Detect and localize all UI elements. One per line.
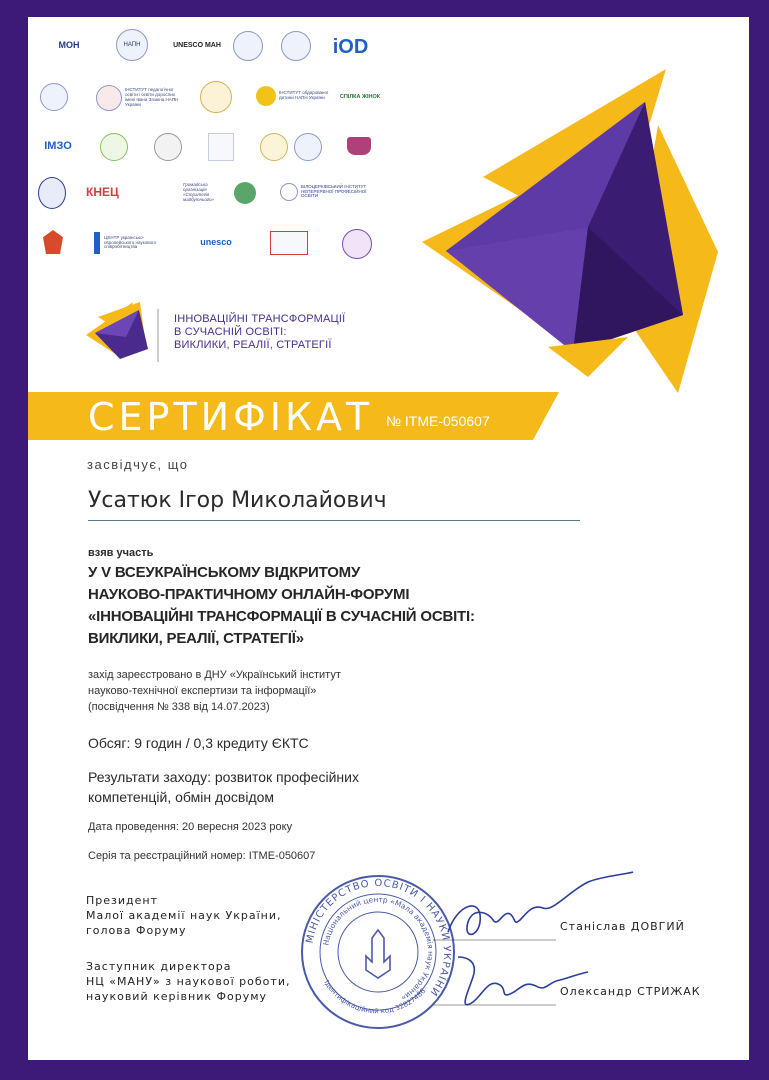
event-line-1: У V ВСЕУКРАЇНСЬКОМУ ВІДКРИТОМУ (88, 564, 361, 581)
certificate-sheet (28, 17, 749, 1060)
signatory-2-role-line-3: науковий керівник Форуму (86, 990, 268, 1003)
partner-logo-shield (208, 133, 234, 161)
partner-logo-bilotserkva: БІЛОЦЕРКІВСЬКИЙ ІНСТИТУТ НЕПЕРЕРВНОЇ ПРОФЕСІЙНОЇ ОСВІТИ (280, 181, 384, 203)
globe-icon (234, 182, 256, 204)
yellow-shard-bottom (548, 337, 628, 377)
stamp-outer-text: МІНІСТЕРСТВО ОСВІТИ І НАУКИ УКРАЇНИ (304, 877, 453, 999)
partner-logo-gear (294, 133, 322, 161)
partner-logo-ministry: МОН (58, 40, 80, 51)
registration-line-3: (посвідчення № 338 від 14.07.2023) (88, 701, 270, 713)
partner-logo-spilka-zhinok: СПІЛКА ЖІНОК (339, 93, 381, 100)
recipient-underline (88, 520, 580, 521)
partner-logo-unesco: unesco (200, 237, 232, 248)
stamp-code-text: Ідентифікаційний код 32827486 (322, 978, 428, 1016)
partner-logo-unesco-man: UNESCO МАН (173, 42, 221, 50)
partner-logo-star-ring (40, 83, 68, 111)
took-part-label: взяв участь (88, 547, 154, 559)
signatory-1-role-line-3: голова Форуму (86, 924, 187, 937)
partner-logo-book (344, 131, 374, 161)
partner-logo-knec: КНЕЦ (86, 184, 119, 199)
partner-logo-iod: iOD (332, 35, 369, 58)
euro-centre-icon (94, 232, 100, 254)
results-line-2: компетенцій, обмін досвідом (88, 789, 275, 805)
certificate-number: № ITME-050607 (386, 413, 490, 429)
registration-line-1: захід зареєстровано в ДНУ «Український інститут (88, 669, 341, 681)
forum-title-line-1: ІННОВАЦІЙНІ ТРАНСФОРМАЦІЇ (174, 313, 346, 325)
forum-title-line-3: ВИКЛИКИ, РЕАЛІЇ, СТРАТЕГІЇ (174, 339, 332, 351)
forum-title-line-2: В СУЧАСНІЙ ОСВІТІ: (174, 326, 287, 338)
certificate-title: СЕРТИФІКАТ (88, 395, 374, 439)
partner-logo-purple-seal (342, 229, 372, 259)
registration-line-2: науково-технічної експертизи та інформації» (88, 685, 317, 697)
certifies-text: засвідчує, що (87, 457, 189, 472)
recipient-name: Усатюк Ігор Миколайович (88, 488, 387, 513)
stamp-core-ring (338, 912, 418, 992)
event-line-2: НАУКОВО-ПРАКТИЧНОМУ ОНЛАЙН-ФОРУМІ (88, 586, 410, 603)
signatory-2-role-line-1: Заступник директора (86, 960, 232, 973)
bilotserkva-icon (280, 183, 298, 201)
partner-logo-academy-emblem: НАПН (116, 29, 148, 61)
results-line-1: Результати заходу: розвиток професійних (88, 769, 359, 785)
signature-dovhyi (448, 872, 633, 934)
book-icon (347, 137, 371, 155)
signatory-1-role-line-2: Малої академії наук України, (86, 909, 282, 922)
event-line-4: ВИКЛИКИ, РЕАЛІЇ, СТРАТЕГІЇ» (88, 630, 304, 647)
forum-title-block (174, 313, 346, 352)
event-date: Дата проведення: 20 вересня 2023 року (88, 821, 293, 833)
stamp-inner-text: Національний центр «Мала академія наук України» (321, 894, 436, 1003)
region-emblem-icon (43, 230, 63, 254)
partner-logo-globe: Громадська організація «Стратегія майбутнього» (183, 177, 258, 209)
partner-logo-red-box (270, 231, 308, 255)
signature-stryzhak (458, 957, 588, 1005)
partner-logo-round-seal-1 (233, 31, 263, 61)
signatory-2-name: Олександр СТРИЖАК (560, 985, 701, 998)
partner-logo-imzo: ІМЗО (44, 140, 72, 153)
handwritten-signatures (428, 862, 638, 1022)
institute-gifted-icon (256, 86, 276, 106)
partner-logo-blue-seal (38, 177, 66, 209)
trident-icon (366, 930, 390, 978)
signatory-1-role-line-1: Президент (86, 894, 158, 907)
partner-logo-institute-gifted: ІНСТИТУТ обдарованої дитини НАПН України (256, 81, 338, 111)
partner-logo-leaf (100, 133, 128, 161)
official-stamp (298, 872, 458, 1032)
institute-pedagogical-icon (96, 85, 122, 111)
partner-logo-swirl (154, 133, 182, 161)
partner-logo-emblem-gold (200, 81, 232, 113)
signatory-1-name: Станіслав ДОВГИЙ (560, 920, 685, 933)
partner-logo-round-seal-2 (281, 31, 311, 61)
serial-number: Серія та реєстраційний номер: ITME-050607 (88, 850, 316, 862)
event-line-3: «ІННОВАЦІЙНІ ТРАНСФОРМАЦІЇ В СУЧАСНІЙ ОСВІТІ: (88, 608, 475, 625)
volume-text: Обсяг: 9 годин / 0,3 кредиту ЄКТС (88, 735, 309, 751)
partner-logo-region-emblem (40, 227, 66, 257)
partner-logo-crest (260, 133, 288, 161)
signatory-2-role-line-2: НЦ «МАНУ» з наукової роботи, (86, 975, 291, 988)
partner-logo-institute-pedagogical: ІНСТИТУТ педагогічної освіти і освіти дорослих імені Івана Зязюна НАПН України (96, 79, 186, 117)
partner-logo-euro-centre: ЦЕНТР українсько-європейського наукового співробітництва (94, 229, 174, 257)
